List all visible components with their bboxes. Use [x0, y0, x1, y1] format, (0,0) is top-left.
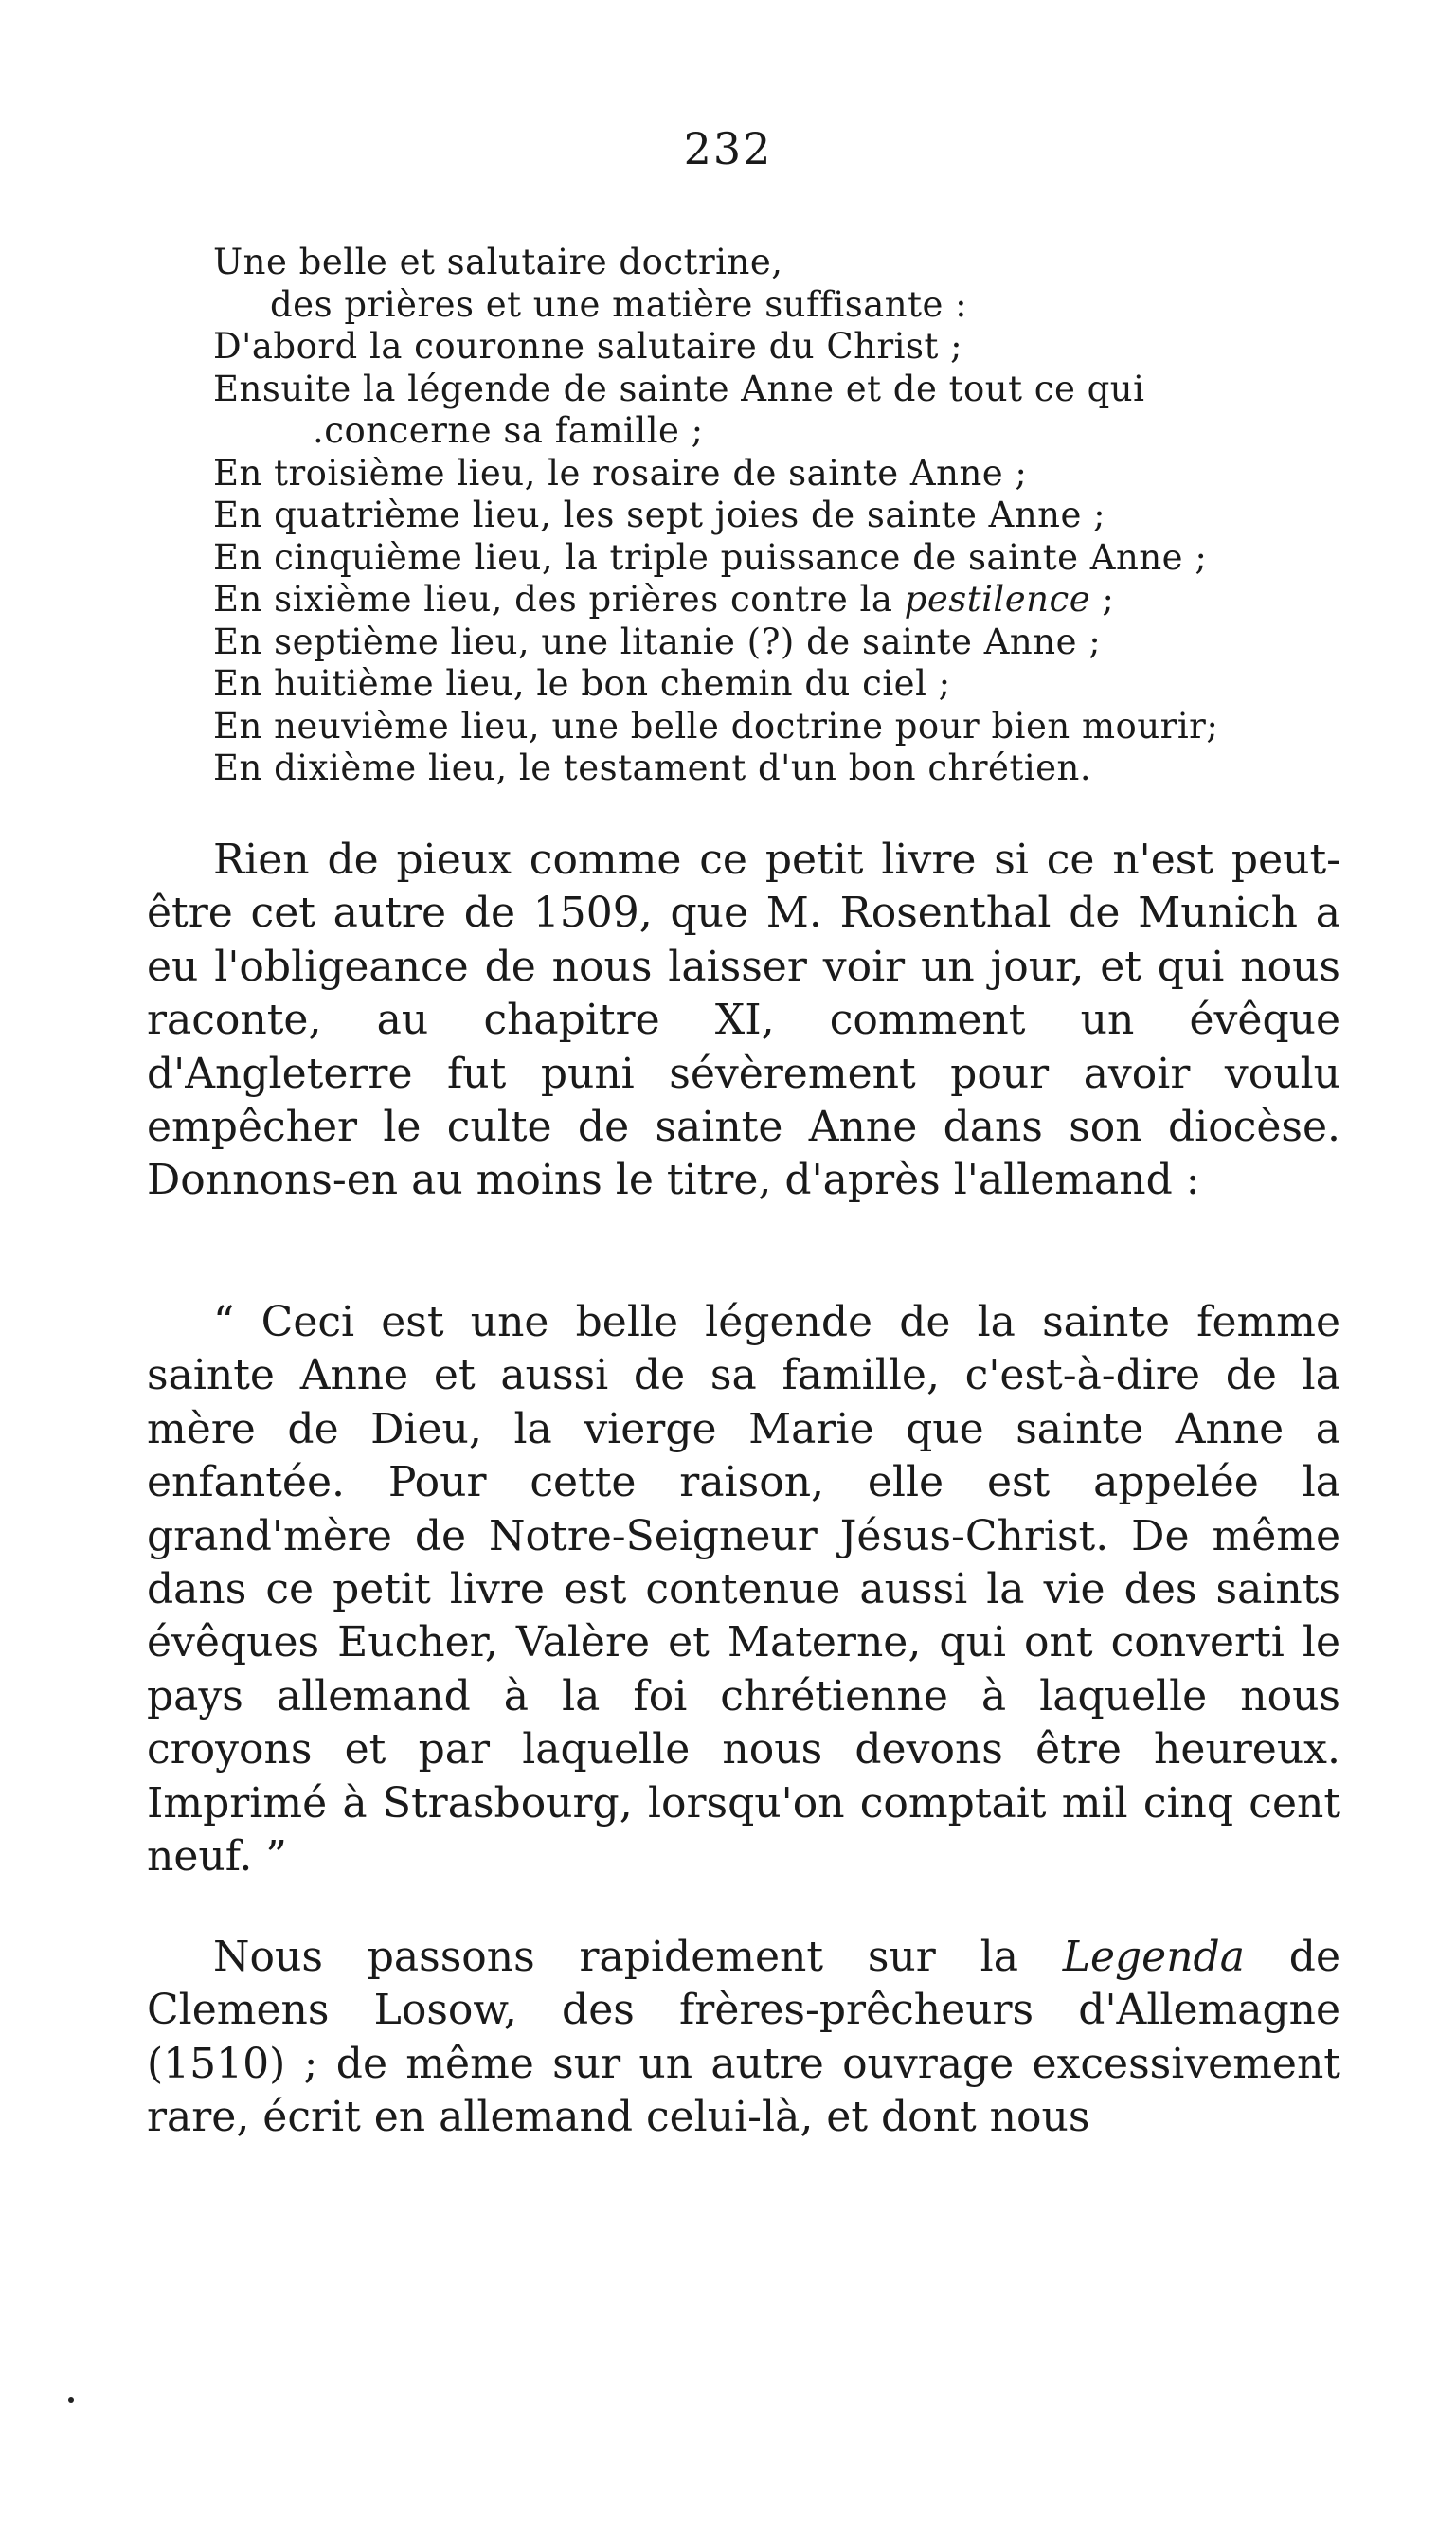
toc-line: En neuvième lieu, une belle doctrine pour bien mourir; — [213, 705, 1219, 747]
toc-line: Ensuite la légende de sainte Anne et de tout ce qui — [213, 368, 1145, 409]
paragraph-text — [147, 1931, 1340, 2145]
page-number: 232 — [683, 123, 773, 174]
toc-line-tail: ; — [1090, 579, 1115, 620]
toc-line: des prières et une matière suffisante : — [270, 283, 968, 325]
toc-italic-word: pestilence — [904, 579, 1091, 620]
paragraph-text: Rien de pieux comme ce petit livre si ce n'est peut-être cet autre de 1509, que M. Rosenthal de Munich a eu l'obligeance de nous laisser voir un jour, et qui nous raconte, au chapitre XI, comment un évêque d'Angleterre fut puni sévèrement pour avoir voulu empêcher le culte de sainte Anne dans son diocèse. Donnons-en au moins le titre, d'après l'allemand : — [147, 836, 1340, 1205]
paragraph-3-after: de Clemens Losow, des frères-prêcheurs d'Allemagne (1510) ; de même sur un autre ouvrage excessivement rare, écrit en allemand celui-là, et dont nous — [147, 1933, 1340, 2142]
toc-line: En dixième lieu, le testament d'un bon chrétien. — [213, 747, 1092, 788]
toc-line: En troisième lieu, le rosaire de sainte Anne ; — [213, 452, 1028, 494]
paragraph-3-before: Nous passons rapidement sur la — [213, 1933, 1063, 1981]
toc-line: .concerne sa famille ; — [313, 410, 704, 451]
paragraph-3 — [147, 1931, 1340, 2145]
paragraph-2 — [147, 1296, 1340, 1883]
toc-line — [213, 579, 1359, 621]
ink-speck — [68, 2397, 74, 2403]
toc-line: En septième lieu, une litanie (?) de sainte Anne ; — [213, 621, 1102, 662]
toc-line: D'abord la couronne salutaire du Christ ; — [213, 326, 963, 367]
toc-line: En quatrième lieu, les sept joies de sainte Anne ; — [213, 495, 1106, 535]
paragraph-1 — [147, 834, 1340, 1208]
toc-line-text: En sixième lieu, des prières contre la — [213, 579, 893, 620]
table-of-contents — [213, 242, 1359, 790]
legenda-title: Legenda — [1062, 1933, 1245, 1981]
toc-line: En cinquième lieu, la triple puissance de sainte Anne ; — [213, 536, 1208, 578]
toc-line: Une belle et salutaire doctrine, — [213, 242, 783, 282]
toc-line: En huitième lieu, le bon chemin du ciel ; — [213, 663, 951, 704]
paragraph-text: “ Ceci est une belle légende de la sainte femme sainte Anne et aussi de sa famille, c'est-à-dire de la mère de Dieu, la vierge Marie que sainte Anne a enfantée. Pour cette raison, elle est appelée la grand'mère de Notre-Seigneur Jésus-Christ. De même dans ce petit livre est contenue aussi la vie des saints évêques Eucher, Valère et Materne, qui ont converti le pays allemand à la foi chrétienne à laquelle nous croyons et par laquelle nous devons être heureux. Imprimé à Strasbourg, lorsqu'on comptait mil cinq cent neuf. ” — [147, 1298, 1340, 1882]
